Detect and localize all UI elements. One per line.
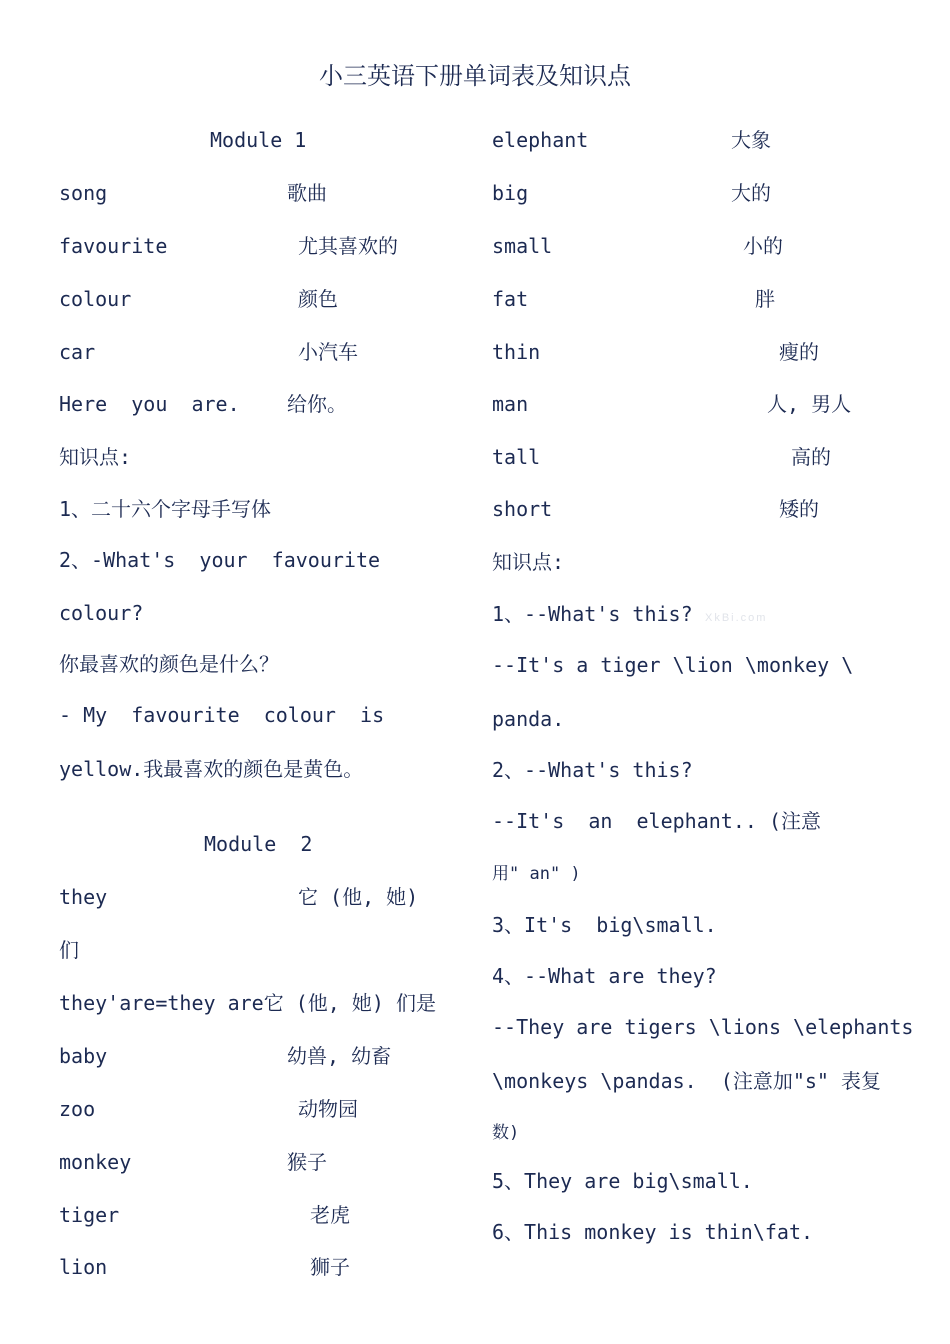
word-en: lion — [59, 1255, 108, 1279]
word-en: baby — [59, 1044, 108, 1068]
word-zh: 小汽车 — [298, 340, 358, 364]
point-line: \monkeys \pandas. (注意加"s" 表复 — [492, 1069, 881, 1093]
word-en: they — [59, 885, 108, 909]
word-zh: 矮的 — [779, 497, 819, 521]
point-line: --They are tigers \lions \elephants — [492, 1015, 914, 1039]
point-line: --It's a tiger \lion \monkey \ — [492, 653, 854, 677]
word-en: man — [492, 392, 529, 416]
point-line: 5、They are big\small. — [492, 1169, 753, 1193]
word-zh: 给你。 — [287, 392, 347, 416]
point-line: 1、二十六个字母手写体 — [59, 497, 272, 521]
word-en: tiger — [59, 1203, 120, 1227]
point-line: 用" an" ) — [492, 864, 581, 884]
word-zh: 胖 — [755, 287, 775, 311]
word-zh: 老虎 — [310, 1203, 350, 1227]
word-en: big — [492, 181, 529, 205]
module2-heading: Module 2 — [204, 832, 313, 856]
word-zh: 高的 — [791, 445, 831, 469]
theyare-line: they'are=they are它 (他, 她) 们是 — [59, 991, 436, 1015]
word-zh: 歌曲 — [287, 181, 327, 205]
word-zh: 小的 — [743, 234, 783, 258]
word-zh: 人, 男人 — [767, 392, 852, 416]
point-line: 1、--What's this? — [492, 602, 693, 626]
word-zh: 颜色 — [298, 287, 338, 311]
point-line: 2、--What's this? — [492, 758, 693, 782]
word-en: monkey — [59, 1150, 132, 1174]
word-zh: 动物园 — [298, 1097, 358, 1121]
word-zh: 尤其喜欢的 — [298, 234, 398, 258]
word-en: short — [492, 497, 553, 521]
point-line: - My favourite colour is — [59, 703, 385, 727]
word-en: fat — [492, 287, 529, 311]
word-en: thin — [492, 340, 541, 364]
point-line: --It's an elephant.. (注意 — [492, 809, 821, 833]
word-en: car — [59, 340, 96, 364]
point-line: panda. — [492, 707, 565, 731]
word-en: Here you are. — [59, 392, 240, 416]
word-zh: 狮子 — [310, 1255, 350, 1279]
point-line: 你最喜欢的颜色是什么？ — [59, 652, 279, 676]
point-line: 数) — [492, 1123, 520, 1143]
word-en: tall — [492, 445, 541, 469]
word-en: colour — [59, 287, 132, 311]
point-line: yellow.我最喜欢的颜色是黄色。 — [59, 757, 364, 781]
module1-heading: Module 1 — [210, 128, 307, 152]
page-title: 小三英语下册单词表及知识点 — [319, 62, 631, 90]
knowledge-heading: 知识点: — [492, 550, 565, 574]
point-line: 4、--What are they? — [492, 964, 717, 988]
watermark: XkBi.com — [705, 612, 768, 624]
word-zh-cont: 们 — [59, 938, 79, 962]
word-en: zoo — [59, 1097, 96, 1121]
knowledge-heading: 知识点: — [59, 445, 132, 469]
point-line: colour? — [59, 601, 144, 625]
word-zh: 它 (他, 她) — [298, 885, 419, 909]
word-zh: 大的 — [731, 181, 771, 205]
word-en: elephant — [492, 128, 589, 152]
word-zh: 大象 — [731, 128, 771, 152]
word-zh: 猴子 — [287, 1150, 327, 1174]
word-en: favourite — [59, 234, 168, 258]
point-line: 3、It's big\small. — [492, 913, 717, 937]
word-zh: 幼兽, 幼畜 — [287, 1044, 392, 1068]
word-en: small — [492, 234, 553, 258]
point-line: 2、-What's your favourite — [59, 548, 381, 572]
word-zh: 瘦的 — [779, 340, 819, 364]
word-en: song — [59, 181, 108, 205]
point-line: 6、This monkey is thin\fat. — [492, 1220, 814, 1244]
